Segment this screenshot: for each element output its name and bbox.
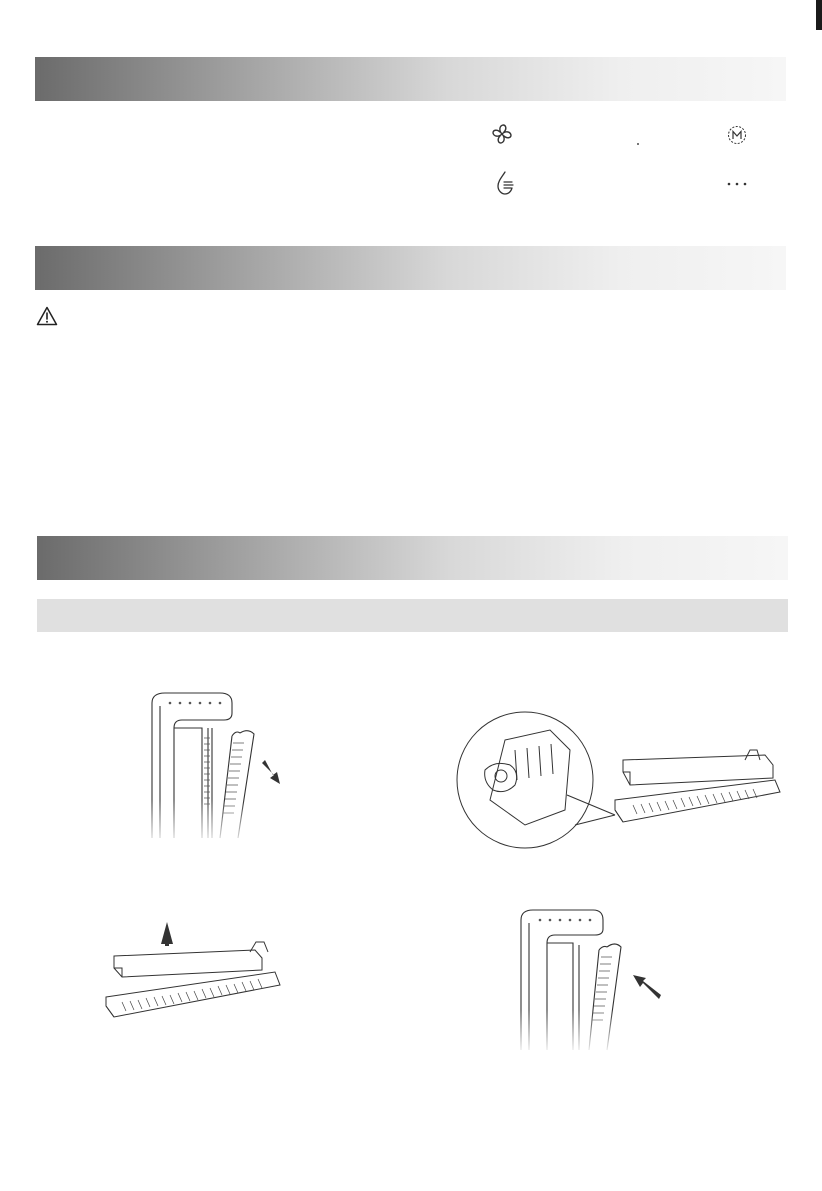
figure-insert-filter-door	[515, 905, 675, 1055]
separator-dot	[637, 143, 639, 145]
droplet-wind-icon	[494, 170, 516, 196]
figure-filter-tab-detail	[455, 710, 785, 855]
section-header-band-3	[37, 536, 788, 580]
figure-open-filter-door	[140, 688, 300, 848]
figure-lift-filter-out	[100, 922, 285, 1027]
subsection-header-band	[37, 599, 788, 632]
warning-triangle-icon	[36, 306, 58, 326]
fan-swirl-icon	[490, 122, 514, 146]
ellipsis-icon	[726, 180, 748, 188]
m-circle-icon	[727, 125, 747, 145]
section-header-band-1	[35, 57, 786, 101]
page-edge-marker	[816, 0, 822, 30]
section-header-band-2	[35, 246, 786, 290]
